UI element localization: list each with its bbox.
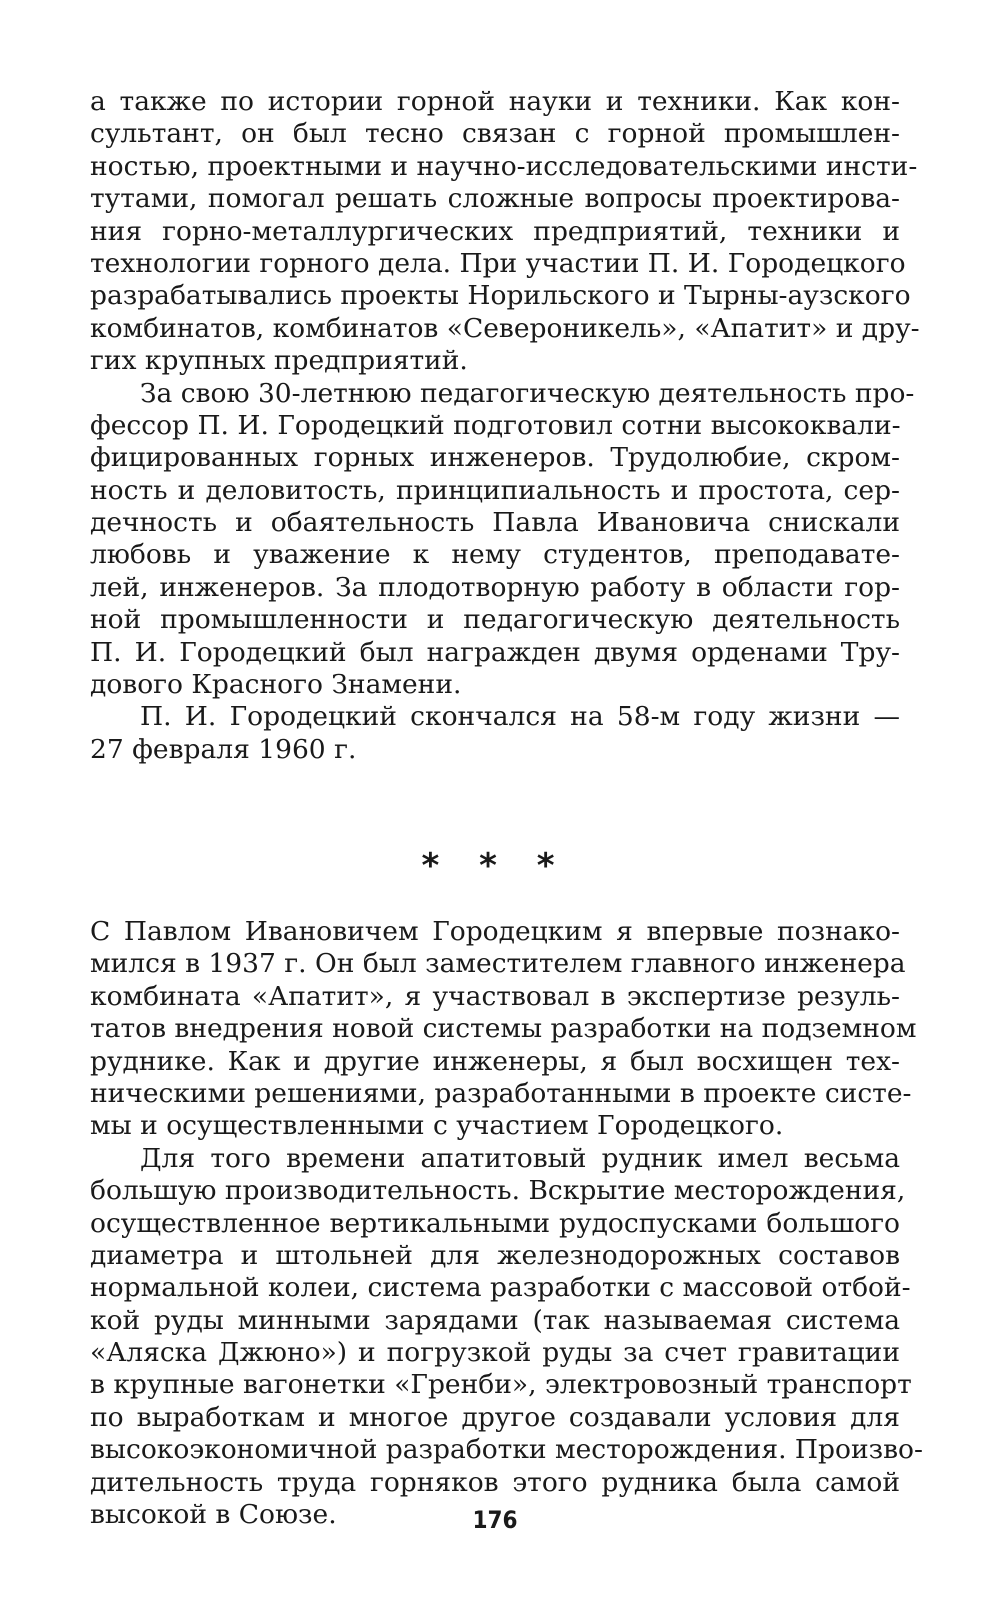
text-line: Для того времени апатитовый рудник имел весьма: [140, 1142, 900, 1174]
text-line: С Павлом Ивановичем Городецким я впервые познако-: [90, 916, 900, 947]
text-line: 27 февраля 1960 г.: [90, 733, 357, 765]
body-text-section-1: [90, 86, 920, 766]
paragraph: [90, 701, 900, 766]
text-line: мы и осуществленными с участием Городецкого.: [90, 1110, 784, 1142]
text-line: высокой в Союзе.: [90, 1499, 337, 1531]
page-number: 176: [472, 1506, 518, 1534]
text-line: технологии горного дела. При участии П. И. Городецкого: [90, 247, 906, 279]
text-line: фессор П. И. Городецкий подготовил сотни высококвали-: [90, 409, 901, 441]
text-line: ния горно-металлургических предприятий, техники и: [90, 215, 900, 247]
text-line: по выработкам и многое другое создавали условия для: [90, 1401, 900, 1433]
section-separator: * * *: [421, 846, 569, 886]
text-line: любовь и уважение к нему студентов, преподавате-: [90, 539, 900, 571]
paragraph: [90, 916, 917, 1143]
text-line: лей, инженеров. За плодотворную работу в области гор-: [90, 571, 900, 603]
text-line: в крупные вагонетки «Гренби», электровозный транспорт: [90, 1369, 912, 1401]
text-line: тутами, помогал решать сложные вопросы проектирова-: [90, 183, 900, 215]
text-line: большую производительность. Вскрытие месторождения,: [90, 1175, 906, 1207]
text-line: ническими решениями, разработанными в проекте систе-: [90, 1077, 912, 1109]
text-line: комбината «Апатит», я участвовал в экспертизе резуль-: [90, 980, 900, 1012]
text-line: осуществленное вертикальными рудоспусками большого: [90, 1207, 900, 1239]
text-line: комбинатов, комбинатов «Североникель», «Апатит» и дру-: [90, 312, 920, 344]
text-line: ной промышленности и педагогическую деятельность: [90, 604, 900, 636]
text-line: татов внедрения новой системы разработки на подземном: [90, 1013, 917, 1045]
paragraph: [90, 86, 920, 378]
text-line: кой руды минными зарядами (так называемая система: [90, 1304, 900, 1336]
text-line: гих крупных предприятий.: [90, 345, 468, 377]
text-line: ностью, проектными и научно-исследовательскими инсти-: [90, 150, 918, 182]
paragraph: [90, 1142, 923, 1532]
text-line: диаметра и штольней для железнодорожных составов: [90, 1239, 900, 1271]
text-line: П. И. Городецкий скончался на 58-м году жизни —: [140, 701, 900, 733]
text-line: дительность труда горняков этого рудника была самой: [90, 1466, 900, 1498]
text-line: дечность и обаятельность Павла Ивановича снискали: [90, 507, 900, 539]
text-line: мился в 1937 г. Он был заместителем главного инженера: [90, 948, 906, 980]
page-content: [90, 86, 923, 1534]
text-line: высокоэкономичной разработки месторождения. Произво-: [90, 1434, 923, 1466]
text-line: За свою 30-летнюю педагогическую деятельность про-: [140, 377, 915, 409]
text-line: разрабатывались проекты Норильского и Тырны-аузского: [90, 280, 911, 312]
text-line: сультант, он был тесно связан с горной промышлен-: [90, 118, 900, 150]
body-text-section-2: [90, 916, 923, 1531]
paragraph: [90, 377, 915, 702]
text-line: П. И. Городецкий был награжден двумя орденами Тру-: [90, 636, 900, 668]
text-line: нормальной колеи, система разработки с массовой отбой-: [90, 1272, 911, 1304]
text-line: дового Красного Знамени.: [90, 669, 462, 701]
text-line: а также по истории горной науки и техники. Как кон-: [90, 86, 900, 117]
text-line: руднике. Как и другие инженеры, я был восхищен тех-: [90, 1045, 900, 1077]
text-line: ность и деловитость, принципиальность и простота, сер-: [90, 474, 900, 506]
text-line: фицированных горных инженеров. Трудолюбие, скром-: [90, 442, 900, 474]
text-line: «Аляска Джюно») и погрузкой руды за счет гравитации: [90, 1337, 900, 1369]
